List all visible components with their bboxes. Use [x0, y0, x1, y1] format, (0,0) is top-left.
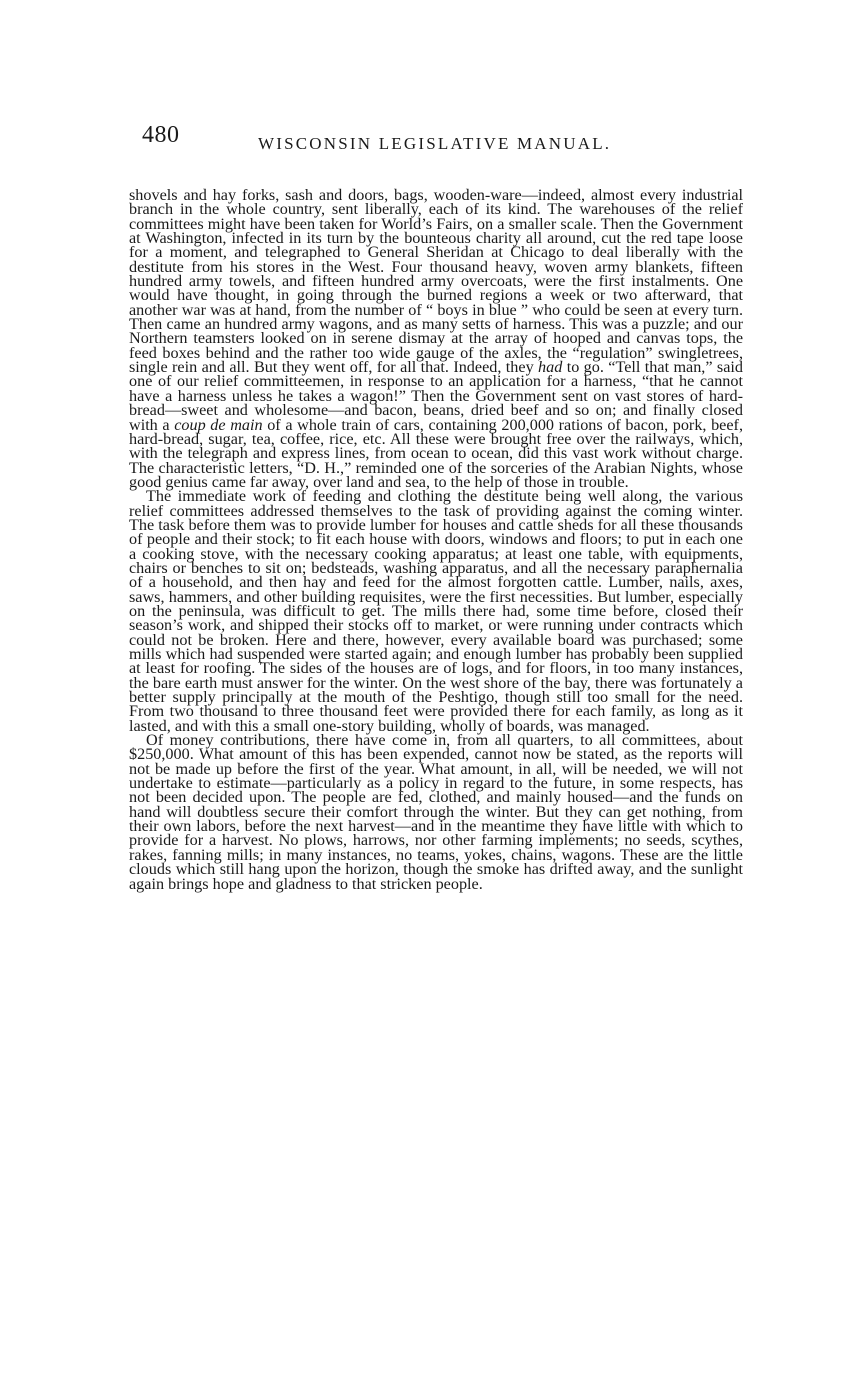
running-head: WISCONSIN LEGISLATIVE MANUAL.: [258, 134, 612, 153]
page-number: 480: [142, 122, 180, 148]
body-text: [129, 188, 743, 891]
italic-run: coup de main: [174, 415, 263, 434]
paragraph-1: [129, 188, 743, 489]
text-run: shovels and hay forks, sash and doors, bags, wooden-ware—indeed, almost every industrial branch in the whole country, sent liberally, each of its kind. The warehouses of the relief committees might have been taken for World’s Fairs, on a smaller scale. Then the Government at Washington, infected in its turn by the bounteous charity all around, cut the red tape loose for a moment, and telegraphed to General Sheridan at Chicago to deal liberally with the destitute from his stores in the West. Four thousand heavy, woven army blankets, fifteen hundred army towels, and fifteen hundred army overcoats, were the first instalments. One would have thought, in going through the burned regions a week or two afterward, that another war was at hand, from the number of “ boys in blue ” who could be seen at every turn. Then came an hundred army wagons, and as many setts of harness. This was a puzzle; and our Northern teamsters looked on in serene dismay at the array of hooped and canvas tops, the feed boxes behind and the rather too wide gauge of the axles, the “regulation” swingletrees, single rein and all. But they went off, for all that. Indeed, they: [129, 186, 743, 377]
page-header: [142, 122, 762, 162]
paragraph-3: [129, 733, 743, 891]
text-run: to go. “Tell that man,” said one of our relief committeemen, in response to an application for a harness, “that he cannot have a harness unless he takes a wagon!” Then the Government sent on vast stores of hard-bread—sweet and wholesome—and bacon, beans, dried beef and so on; and finally closed with a: [129, 358, 743, 434]
text-run: The immediate work of feeding and clothing the destitute being well along, the various relief committees addressed themselves to the task of providing against the coming winter. The task before them was to provide lumber for houses and cattle sheds for all these thousands of people and their stock; to fit each house with doors, windows and floors; to put in each one a cooking stove, with the necessary cooking apparatus; at least one table, with equipments, chairs or benches to sit on; bedsteads, washing apparatus, and all the necessary paraphernalia of a household, and then hay and feed for the almost forgotten cattle. Lumber, nails, axes, saws, hammers, and other building requisites, were the first necessities. But lumber, especially on the peninsula, was difficult to get. The mills there had, some time before, closed their season’s work, and shipped their stocks off to market, or were running under contracts which could not be broken. Here and there, however, every available board was purchased; some mills which had suspended were started again; and enough lumber has probably been supplied at least for roofing. The sides of the houses are of logs, and for floors, in too many instances, the bare earth must answer for the winter. On the west shore of the bay, there was fortunately a better supply principally at the mouth of the Peshtigo, though still too small for the need. From two thousand to three thousand feet were provided there for each family, as long as it lasted, and with this a small one-story building, wholly of boards, was managed.: [129, 487, 743, 735]
text-run: of a whole train of cars, containing 200,000 rations of bacon, pork, beef, hard-bread, sugar, tea, coffee, rice, etc. All these were brought free over the railways, which, with the telegraph and express lines, from ocean to ocean, did this vast work without charge. The characteristic letters, “D. H.,” reminded one of the sorceries of the Arabian Nights, whose good genius came far away, over land and sea, to the help of those in trouble.: [129, 415, 743, 491]
paragraph-2: [129, 489, 743, 733]
text-run: Of money contributions, there have come in, from all quarters, to all committees, about $250,000. What amount of this has been expended, cannot now be stated, as the reports will not be made up before the first of the year. What amount, in all, will be needed, we will not undertake to estimate—particularly as a policy in regard to the future, in some respects, has not been decided upon. The people are fed, clothed, and mainly housed—and the funds on hand will doubtless secure their comfort through the winter. But they can get nothing, from their own labors, before the next harvest—and in the meantime they have little with which to provide for a harvest. No plows, harrows, nor other farming implements; no seeds, scythes, rakes, fanning mills; in many instances, no teams, yokes, chains, wagons. These are the little clouds which still hang upon the horizon, though the smoke has drifted away, and the sunlight again brings hope and gladness to that stricken people.: [129, 731, 743, 893]
italic-run: had: [538, 358, 563, 377]
